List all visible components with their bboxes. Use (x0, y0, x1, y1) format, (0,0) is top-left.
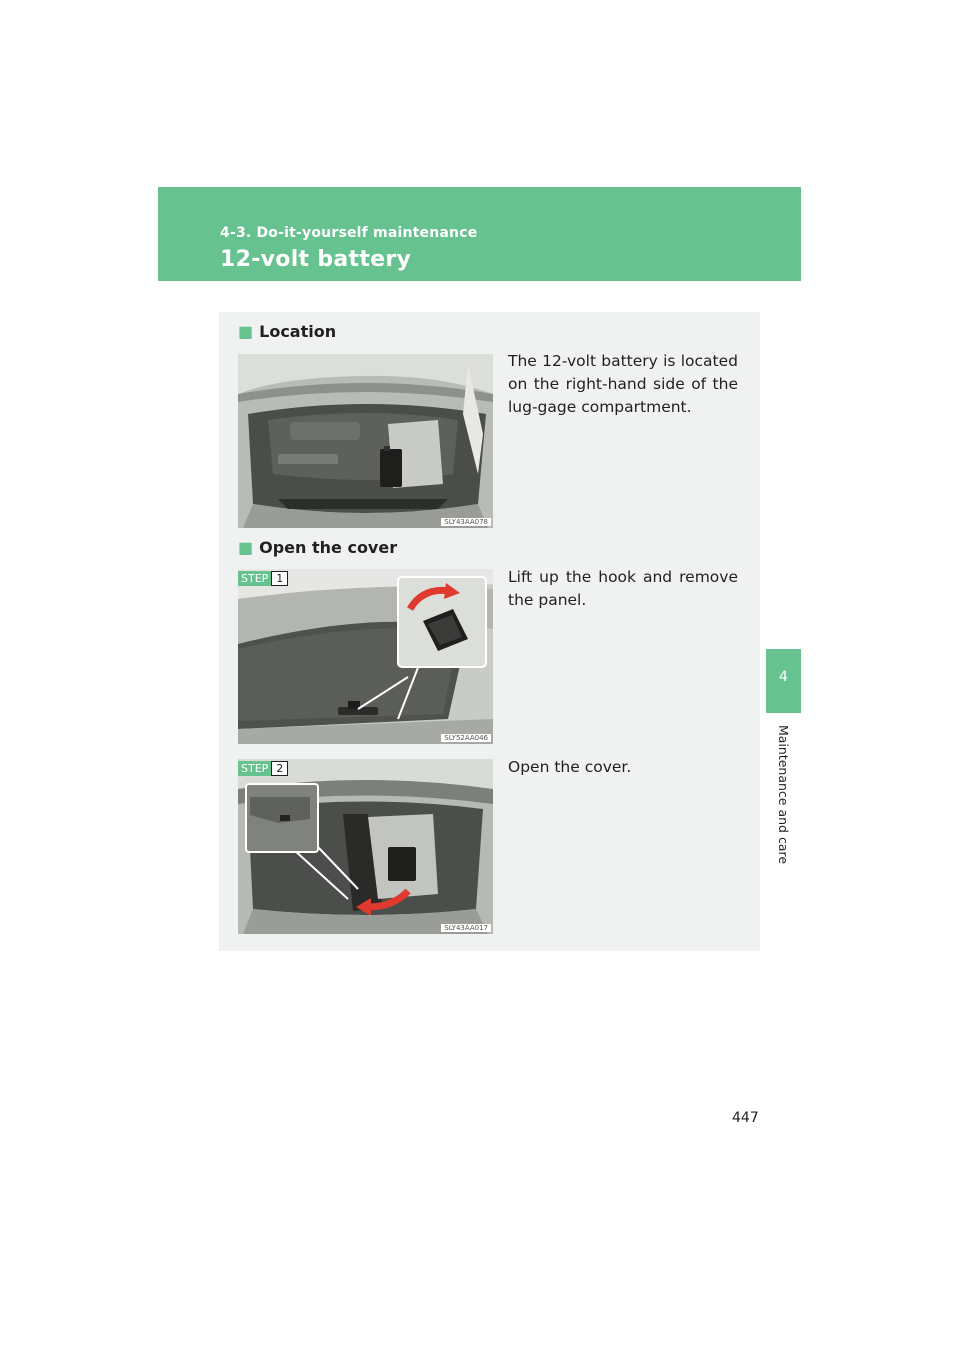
square-bullet-icon: ■ (238, 538, 254, 557)
square-bullet-icon: ■ (238, 322, 254, 341)
page-number: 447 (732, 1110, 759, 1126)
step1-illustration (238, 569, 493, 744)
step2-label (238, 761, 288, 776)
step1-label (238, 571, 288, 586)
location-text: The 12-volt battery is located on the right-hand side of the lug-gage compartment. (508, 352, 738, 416)
step1-word: STEP (238, 571, 271, 586)
section-label: 4-3. Do-it-yourself maintenance (220, 225, 478, 241)
step1-number: 1 (271, 571, 288, 586)
step2-word: STEP (238, 761, 271, 776)
heading-location-label: Location (259, 322, 337, 341)
header-band (158, 187, 801, 281)
heading-location (238, 322, 336, 341)
figure-code: SLY43AA017 (441, 924, 491, 932)
chapter-name (766, 725, 801, 885)
step1-text: Lift up the hook and remove the panel. (508, 568, 738, 609)
chapter-name-label: Maintenance and care (776, 725, 791, 865)
step2-number: 2 (271, 761, 288, 776)
chapter-tab[interactable] (766, 649, 801, 713)
step2-illustration (238, 759, 493, 934)
page-title: 12-volt battery (220, 247, 412, 272)
chapter-number: 4 (779, 669, 788, 685)
figure-code: SLY52AA046 (441, 734, 491, 742)
content-box (219, 312, 760, 951)
trunk-battery-illustration (238, 354, 493, 528)
heading-open-cover-label: Open the cover (259, 538, 398, 557)
step2-text: Open the cover. (508, 758, 632, 776)
heading-open-cover (238, 538, 397, 557)
figure-code: SLY43AA078 (441, 518, 491, 526)
